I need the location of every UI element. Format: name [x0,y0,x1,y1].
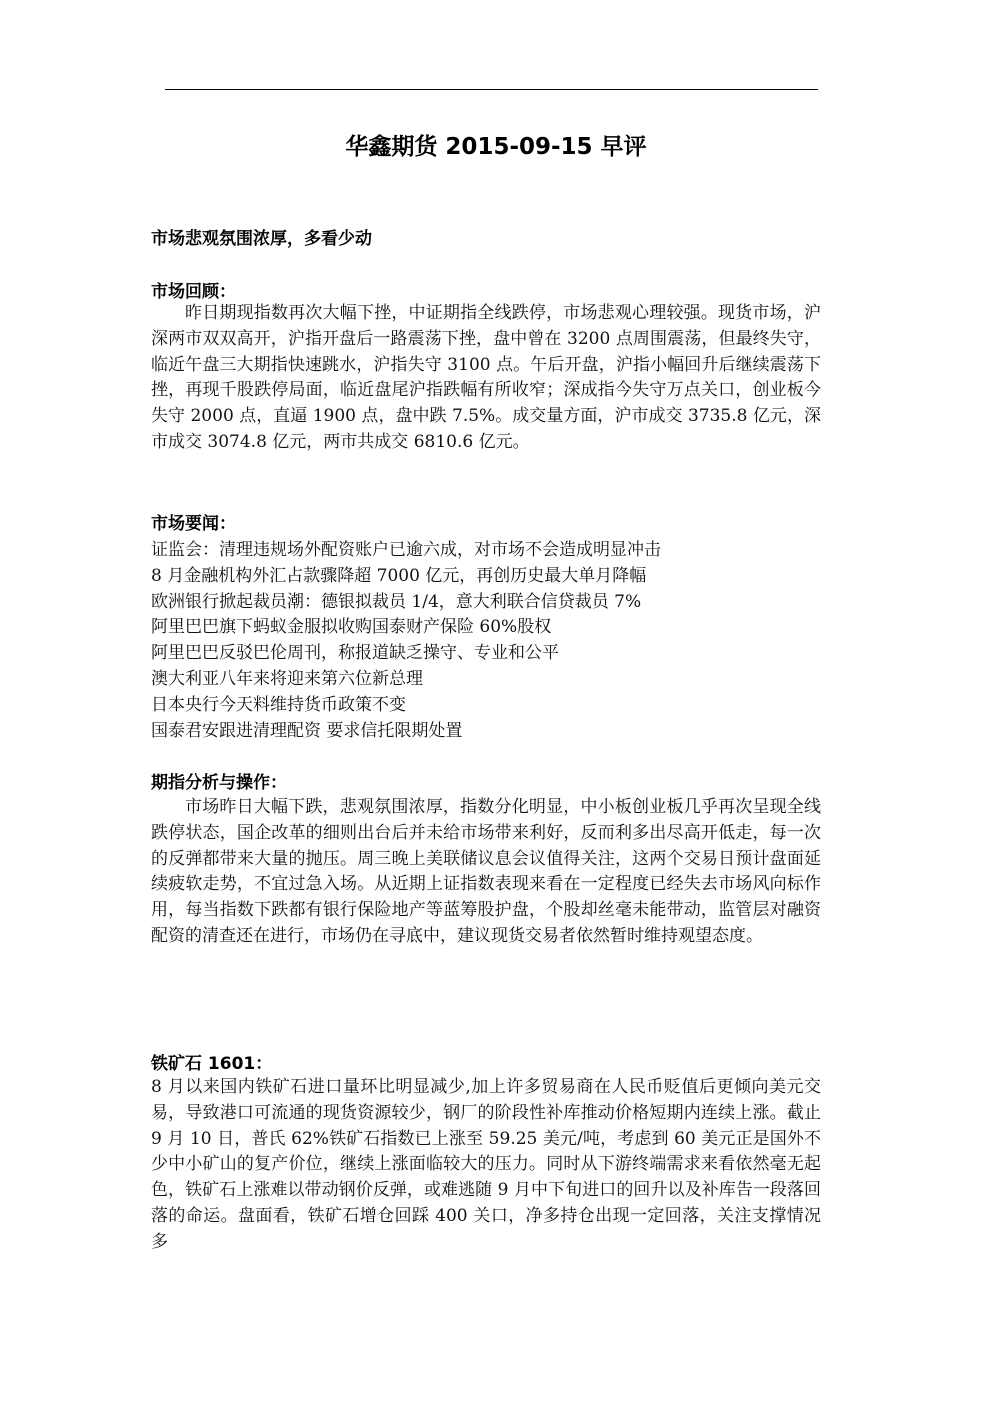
news-item: 阿里巴巴反驳巴伦周刊，称报道缺乏操守、专业和公平 [151,643,559,664]
news-item: 证监会：清理违规场外配资账户已逾六成，对市场不会造成明显冲击 [151,540,661,560]
header-rule [165,89,818,90]
section-heading-review: 市场回顾： [151,282,236,302]
section-text-analysis: 市场昨日大幅下跌，悲观氛围浓厚，指数分化明显，中小板创业板几乎再次呈现全线跌停状态，国企改革的细则出台后并未给市场带来利好，反而利多出尽高开低走，每一次的反弹都带来大量的抛压。周三晚上美联储议息会议值得关注，这两个交易日预计盘面延续疲软走势，不宜过急入场。从近期上证指数表现来看在一定程度已经失去市场风向标作用，每当指数下跌都有银行保险地产等蓝筹股护盘，个股却丝毫未能带动，监管层对融资配资的清查还在进行，市场仍在寻底中，建议现货交易者依然暂时维持观望态度。 [151,797,821,946]
section-text-review: 昨日期现指数再次大幅下挫，中证期指全线跌停，市场悲观心理较强。现货市场，沪深两市双双高开，沪指开盘后一路震荡下挫，盘中曾在 3200 点周围震荡，但最终失守，临近午盘三大期指快速跳水，沪指失守 3100 点。午后开盘，沪指小幅回升后继续震荡下挫，再现千股跌停局面，临近盘尾沪指跌幅有所收窄；深成指今失守万点关口，创业板今失守 2000 点，直逼 1900 点，盘中跌 7.5%。成交量方面，沪市成交 3735.8 亿元，深市成交 3074.8 亿元，两市共成交 6810.6 亿元。 [151,303,821,452]
news-item: 阿里巴巴旗下蚂蚁金服拟收购国泰财产保险 60%股权 [151,617,552,638]
news-item: 欧洲银行掀起裁员潮：德银拟裁员 1/4，意大利联合信贷裁员 7% [151,591,642,612]
section-heading-iron-ore: 铁矿石 1601： [151,1054,273,1074]
news-item: 日本央行今天料维持货币政策不变 [151,694,406,715]
news-item: 澳大利亚八年来将迎来第六位新总理 [151,668,423,689]
section-heading-analysis: 期指分析与操作： [151,773,287,793]
news-item: 8 月金融机构外汇占款骤降超 7000 亿元，再创历史最大单月降幅 [151,565,647,586]
news-list [151,538,821,744]
news-item: 国泰君安跟进清理配资 要求信托限期处置 [151,720,463,741]
headline: 市场悲观氛围浓厚，多看少动 [151,229,372,249]
section-heading-news: 市场要闻： [151,514,236,534]
report-title: 华鑫期货 2015-09-15 早评 [345,134,647,160]
section-text-iron-ore: 8 月以来国内铁矿石进口量环比明显减少,加上许多贸易商在人民币贬值后更倾向美元交易，导致港口可流通的现货资源较少，钢厂的阶段性补库推动价格短期内连续上涨。截止 9 月 10 日，普氏 62%铁矿石指数已上涨至 59.25 美元/吨，考虑到 60 美元正是国外不少中小矿山的复产价位，继续上涨面临较大的压力。同时从下游终端需求来看依然毫无起色，铁矿石上涨难以带动钢价反弹，或难逃随 9 月中下旬进口的回升以及补库告一段落回落的命运。盘面看，铁矿石增仓回踩 400 关口，净多持仓出现一定回落，关注支撑情况多 [151,1077,821,1252]
